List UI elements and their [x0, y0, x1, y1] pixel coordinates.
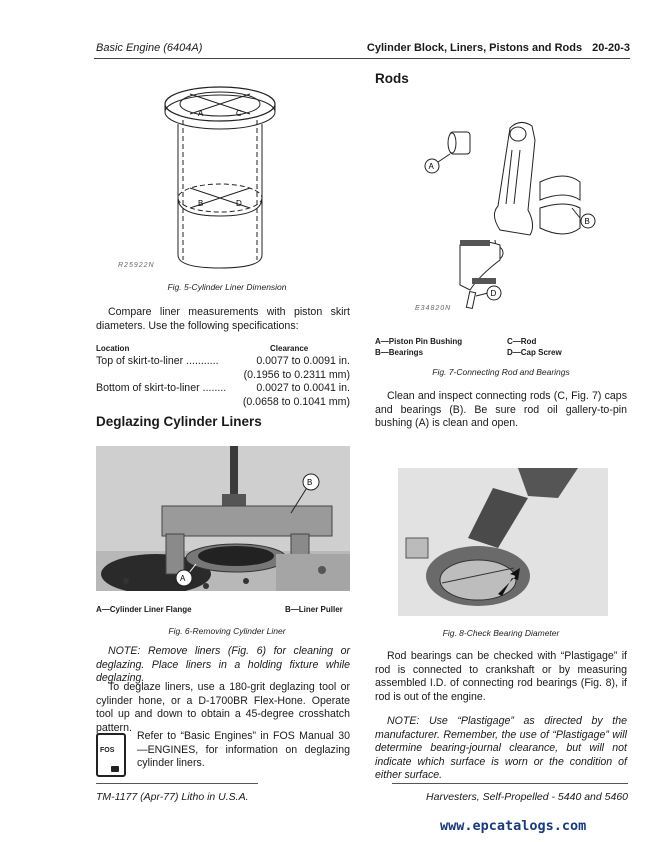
footer-rule-right: [392, 783, 628, 784]
book-icon: [111, 766, 119, 772]
figure-8-caption: Fig. 8-Check Bearing Diameter: [442, 628, 560, 638]
puller-bar: [162, 506, 332, 536]
deglazing-heading: Deglazing Cylinder Liners: [96, 414, 262, 429]
figure-5-caption: Fig. 5-Cylinder Liner Dimension: [167, 282, 287, 292]
running-header-section: Cylinder Block, Liners, Pistons and Rods: [366, 42, 583, 54]
column-header-location: Location: [96, 344, 130, 353]
figure-6-photo: [96, 446, 350, 591]
spec-mm: (0.0658 to 0.1041 mm): [242, 395, 350, 408]
figure-7-legend-c: C—Rod: [507, 337, 537, 346]
bearing-bore: [440, 560, 516, 600]
footer-right: Harvesters, Self-Propelled - 5440 and 5460: [426, 791, 628, 803]
spec-row-top: [96, 355, 350, 369]
figure-7-image-code: E34820N: [415, 305, 452, 312]
callout-a-text: A: [428, 162, 434, 171]
spec-location: Bottom of skirt-to-liner: [96, 382, 200, 394]
spec-row-bottom: [96, 382, 350, 396]
figure-6-caption: Fig. 6-Removing Cylinder Liner: [168, 626, 286, 636]
figure-5-image-code: R25922N: [118, 262, 155, 269]
bearing-lower: [540, 204, 580, 234]
callout-a-text: A: [180, 574, 186, 583]
fos-reference-icon: [96, 733, 126, 777]
figure-5-cylinder-liner-drawing: [150, 80, 290, 280]
label-a: A: [198, 109, 204, 118]
rods-heading: Rods: [375, 71, 409, 86]
clearance-spec-table: [96, 344, 350, 409]
cap-screw: [466, 292, 475, 309]
figure-8-photo: [398, 468, 608, 616]
header-rule: [94, 58, 630, 59]
running-header-left: Basic Engine (6404A): [96, 42, 203, 54]
callout-b-text: B: [307, 478, 313, 487]
label-c: C: [236, 109, 242, 118]
callout-d-text: D: [490, 289, 497, 298]
running-header-right: [360, 42, 630, 54]
page-number: 20-20-3: [592, 42, 630, 54]
fos-reference-text: Refer to “Basic Engines” in FOS Manual 30—ENGINES, for information on deglazing cylinder liners.: [137, 730, 350, 769]
watermark-link[interactable]: www.epcatalogs.com: [440, 818, 587, 834]
footer-rule-left: [96, 783, 258, 784]
spec-inches: 0.0077 to 0.0091 in.: [256, 355, 350, 367]
spec-leader: ........: [202, 382, 227, 394]
spec-location: Top of skirt-to-liner: [96, 355, 184, 367]
callout-b-text: B: [584, 217, 590, 226]
clean-inspect-paragraph: Clean and inspect connecting rods (C, Fig. 7) caps and bearings (B). Be sure rod oil gallery-to-pin bushing (A) is clean and open.: [375, 390, 627, 429]
figure-7-connecting-rod-drawing: [400, 100, 600, 310]
spec-mm: (0.1956 to 0.2311 mm): [243, 368, 350, 381]
figure-7-legend-d: D—Cap Screw: [507, 348, 562, 357]
liner-compare-paragraph: Compare liner measurements with piston skirt diameters. Use the following specifications:: [96, 306, 350, 332]
figure-6-legend-b: B—Liner Puller: [285, 605, 343, 614]
label-b: B: [198, 199, 204, 208]
remove-liners-note: NOTE: Remove liners (Fig. 6) for cleaning or deglazing. Place liners in a holding fixture while deglazing.: [96, 645, 350, 684]
spec-table-header: [96, 344, 350, 355]
footer-left: TM-1177 (Apr-77) Litho in U.S.A.: [96, 791, 249, 803]
deglaze-instructions-paragraph: To deglaze liners, use a 180-grit deglazing tool or cylinder hone, or a D-1700BR Flex-Hone. Operate tool up and down to obtain a 45-degree crosshatch pattern.: [96, 681, 350, 734]
figure-7-legend-a: A—Piston Pin Bushing: [375, 337, 463, 346]
figure-6-legend-a: A—Cylinder Liner Flange: [96, 605, 192, 614]
bearing-diameter-illustration: [398, 468, 608, 616]
figure-7-legend-b: B—Bearings: [375, 348, 424, 357]
figure-7-caption: Fig. 7-Connecting Rod and Bearings: [432, 367, 570, 377]
label-d: D: [236, 199, 242, 208]
column-header-clearance: Clearance: [270, 344, 309, 353]
plastigage-note: NOTE: Use “Plastigage” as directed by the manufacturer. Remember, the use of “Plastigage” will determine bearing-journal clearance, but will not indicate which surface is worn or the condition of either surface.: [375, 715, 627, 781]
fos-icon-label: FOS: [100, 747, 115, 754]
plastigage-paragraph: Rod bearings can be checked with “Plastigage” if rod is connected to crankshaft or by measuring assembled I.D. of connecting rod bearings (Fig. 8), if rod is out of the engine.: [375, 650, 627, 703]
spec-inches: 0.0027 to 0.0041 in.: [256, 382, 350, 394]
spec-leader: ...........: [186, 355, 219, 367]
liner-puller-illustration: [96, 446, 350, 591]
bearing-upper: [540, 176, 580, 200]
